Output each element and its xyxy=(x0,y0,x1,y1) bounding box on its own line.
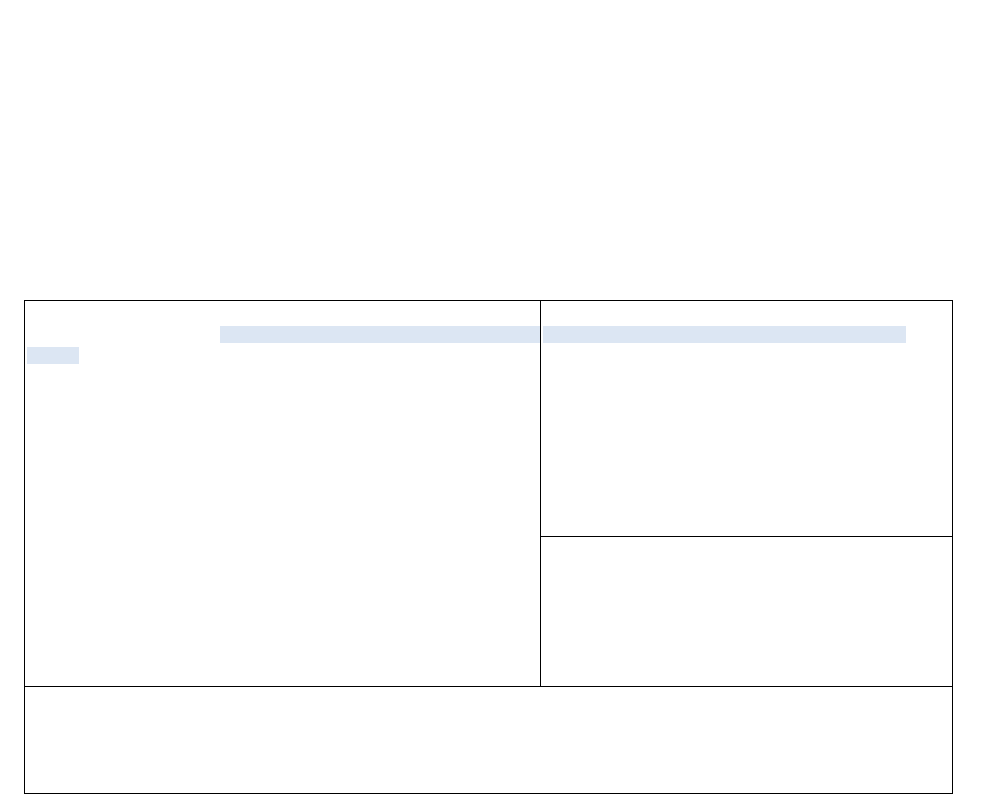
column-divider xyxy=(540,300,541,686)
footer-divider xyxy=(24,686,953,687)
psd-header-band xyxy=(543,326,906,343)
section-divider xyxy=(540,536,953,537)
selected-cell-highlight xyxy=(27,347,79,364)
results-frame xyxy=(24,300,953,794)
metals-header-band xyxy=(220,326,540,343)
